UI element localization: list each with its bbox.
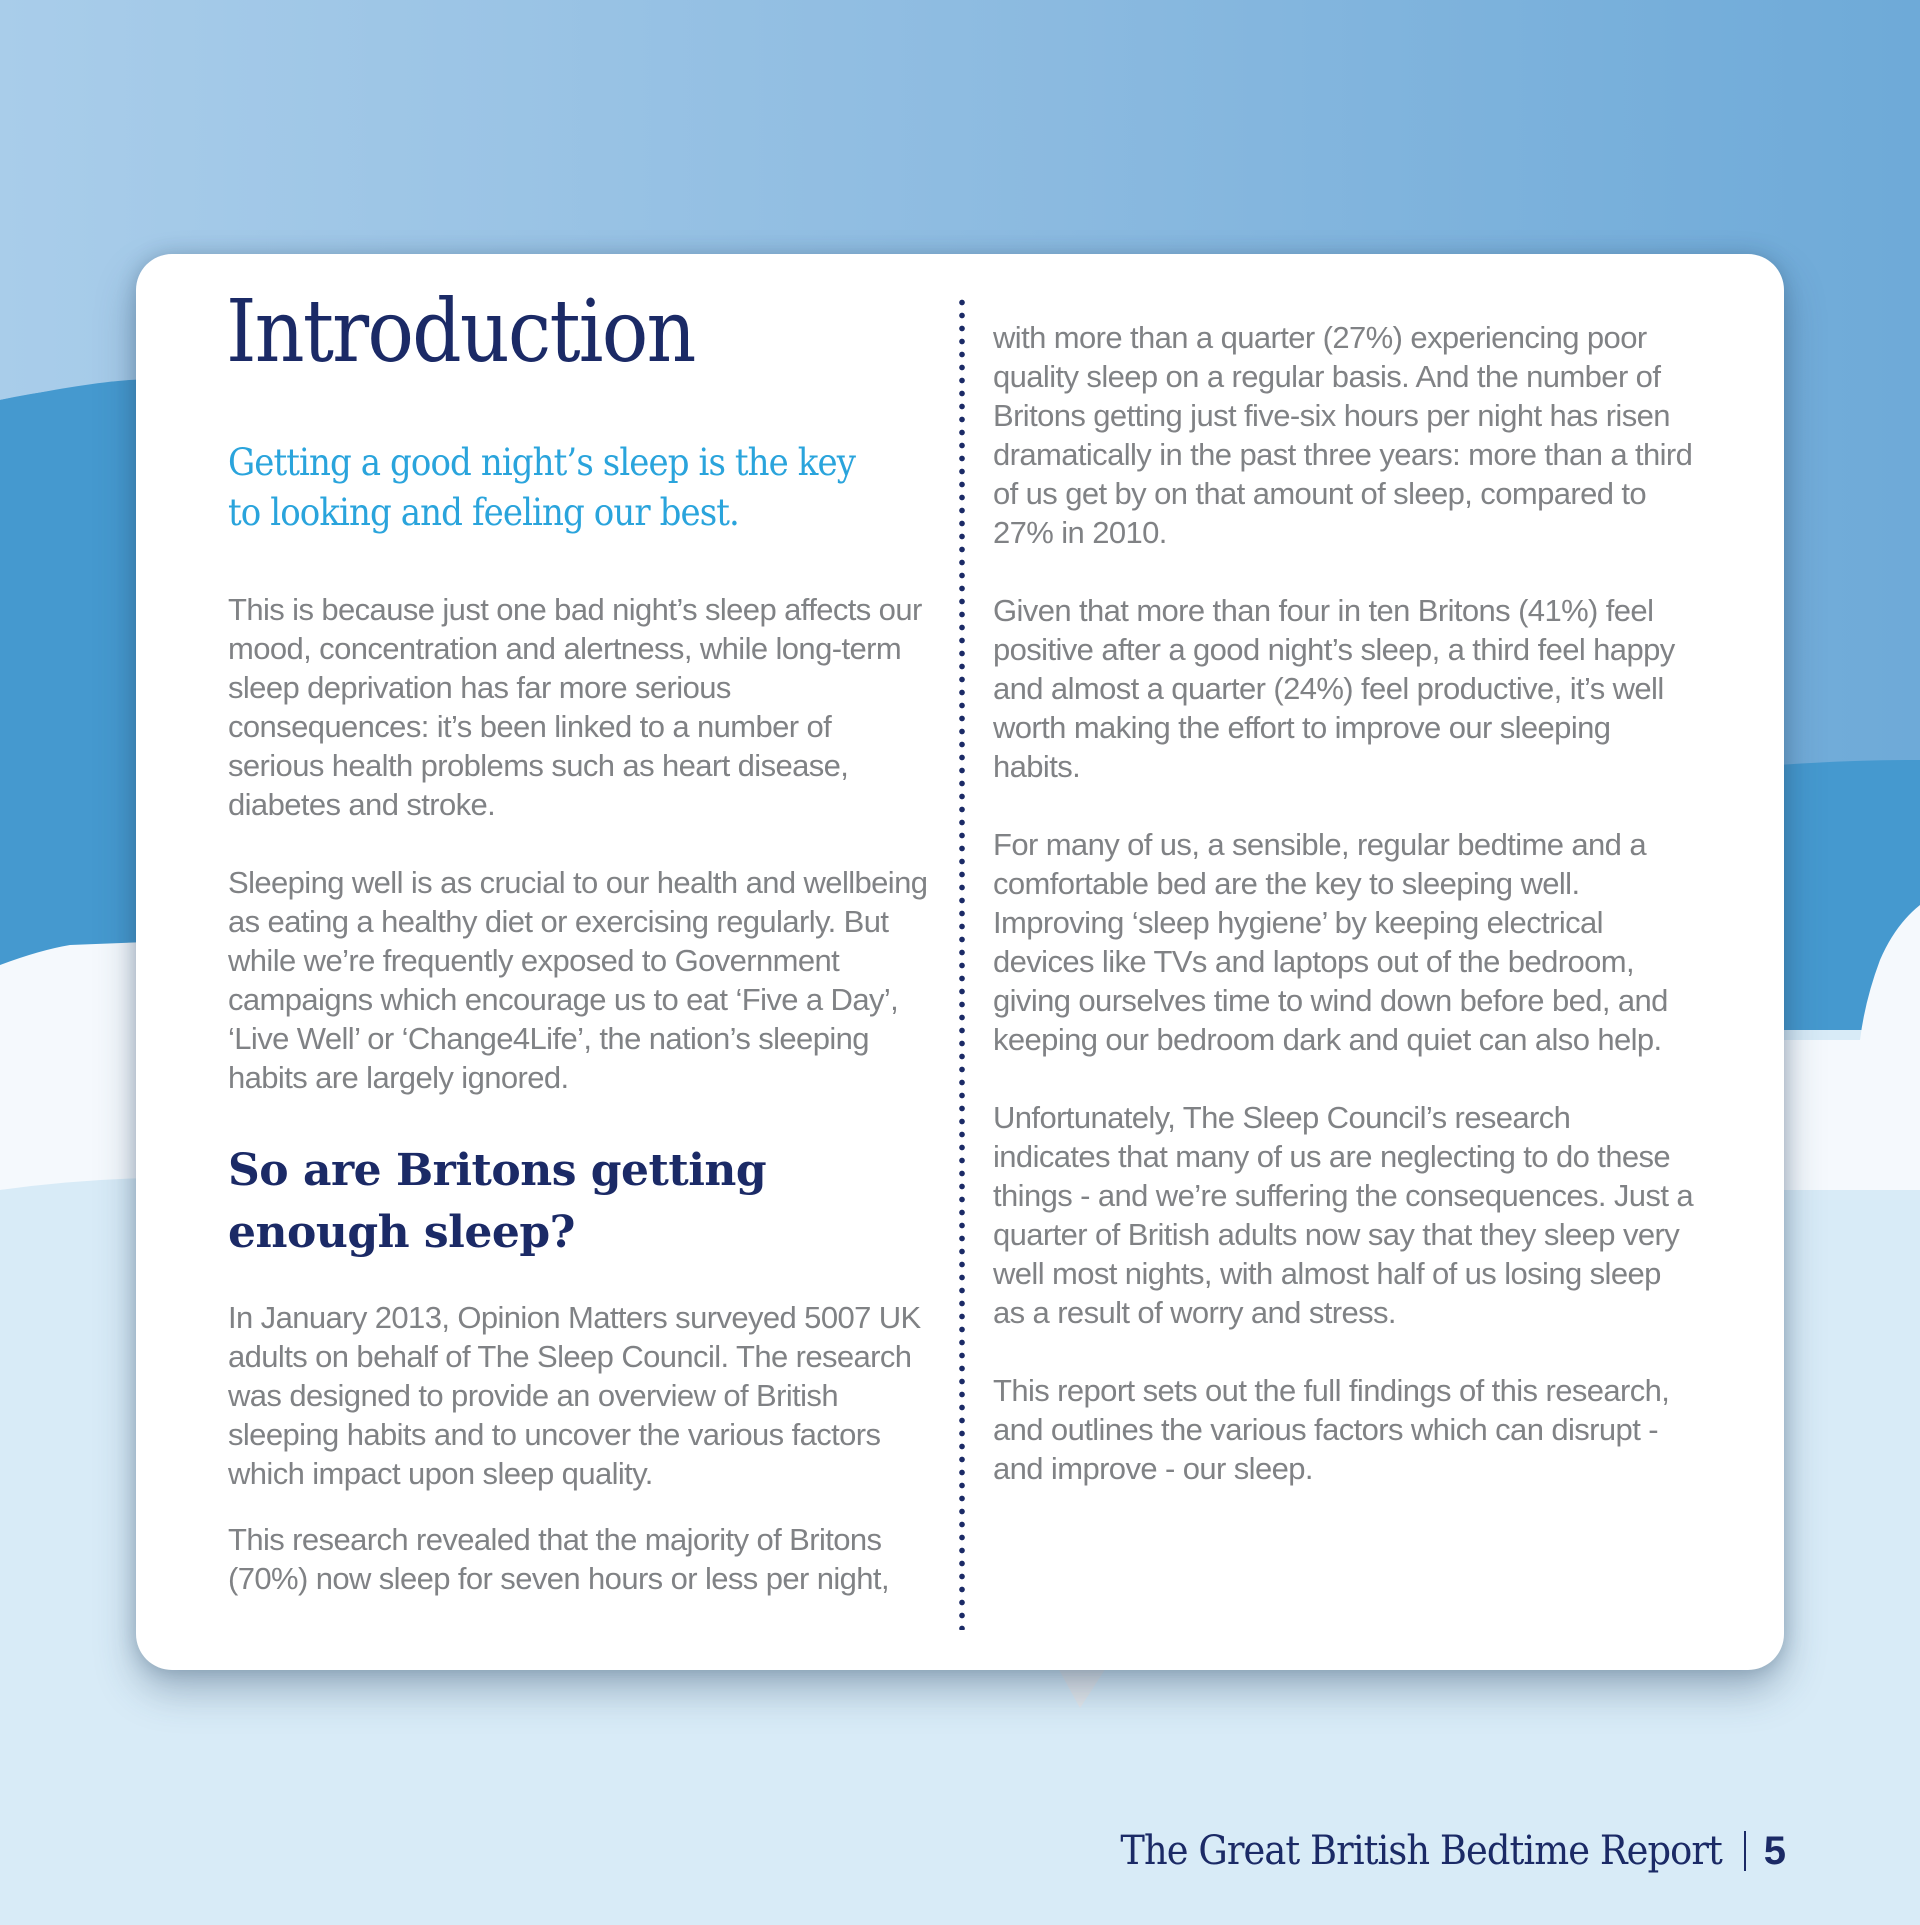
page-footer — [1068, 1826, 1786, 1876]
right-column — [993, 318, 1693, 1488]
paragraph: with more than a quarter (27%) experiencing poor quality sleep on a regular basis. And the number of Britons getting just five-six hours per night has risen dramatically in the past three years: more than a third of us get by on that amount of sleep, compared to 27% in 2010. — [993, 320, 1693, 550]
paragraph: This is because just one bad night’s sleep affects our mood, concentration and alertness, while long-term sleep deprivation has far more serious consequences: it’s been linked to a number of serious health problems such as heart disease, diabetes and stroke. — [228, 592, 922, 822]
lead-subheading: Getting a good night’s sleep is the key to looking and feeling our best. — [228, 441, 856, 534]
page-number: 5 — [1763, 1828, 1786, 1873]
page-title: Introduction — [226, 282, 695, 382]
paragraph: Unfortunately, The Sleep Council’s research indicates that many of us are neglecting to do these things - and we’re suffering the consequences. Just a quarter of British adults now say that they sleep very well most nights, with almost half of us losing sleep as a result of worry and stress. — [993, 1100, 1694, 1330]
paragraph: For many of us, a sensible, regular bedtime and a comfortable bed are the key to sleeping well. Improving ‘sleep hygiene’ by keeping electrical devices like TVs and laptops out of the bedroom, giving ourselves time to wind down before bed, and keeping our bedroom dark and quiet can also help. — [993, 827, 1668, 1057]
paragraph: Sleeping well is as crucial to our health and wellbeing as eating a healthy diet or exercising regularly. But while we’re frequently exposed to Government campaigns which encourage us to eat ‘Five a Day’, ‘Live Well’ or ‘Change4Life’, the nation’s sleeping habits are largely ignored. — [228, 865, 928, 1095]
report-title: The Great British Bedtime Report — [1120, 1828, 1722, 1874]
paragraph: Given that more than four in ten Britons (41%) feel positive after a good night’s sleep, a third feel happy and almost a quarter (24%) feel productive, it’s well worth making the effort to improve our sleeping habits. — [993, 593, 1675, 784]
left-column-intro — [228, 590, 928, 1097]
paragraph: This report sets out the full findings of this research, and outlines the various factors which can disrupt - and improve - our sleep. — [993, 1373, 1670, 1486]
left-column-section — [228, 1298, 928, 1598]
card-tail — [1058, 1668, 1106, 1708]
paragraph: In January 2013, Opinion Matters surveyed 5007 UK adults on behalf of The Sleep Council. The research was designed to provide an overview of British sleeping habits and to uncover the various factors which impact upon sleep quality. — [228, 1300, 921, 1491]
paragraph: This research revealed that the majority of Britons (70%) now sleep for seven hours or less per night, — [228, 1522, 889, 1596]
dotted-column-divider — [959, 296, 965, 1630]
section-heading: So are Britons getting enough sleep? — [228, 1145, 767, 1258]
footer-separator — [1744, 1831, 1746, 1871]
